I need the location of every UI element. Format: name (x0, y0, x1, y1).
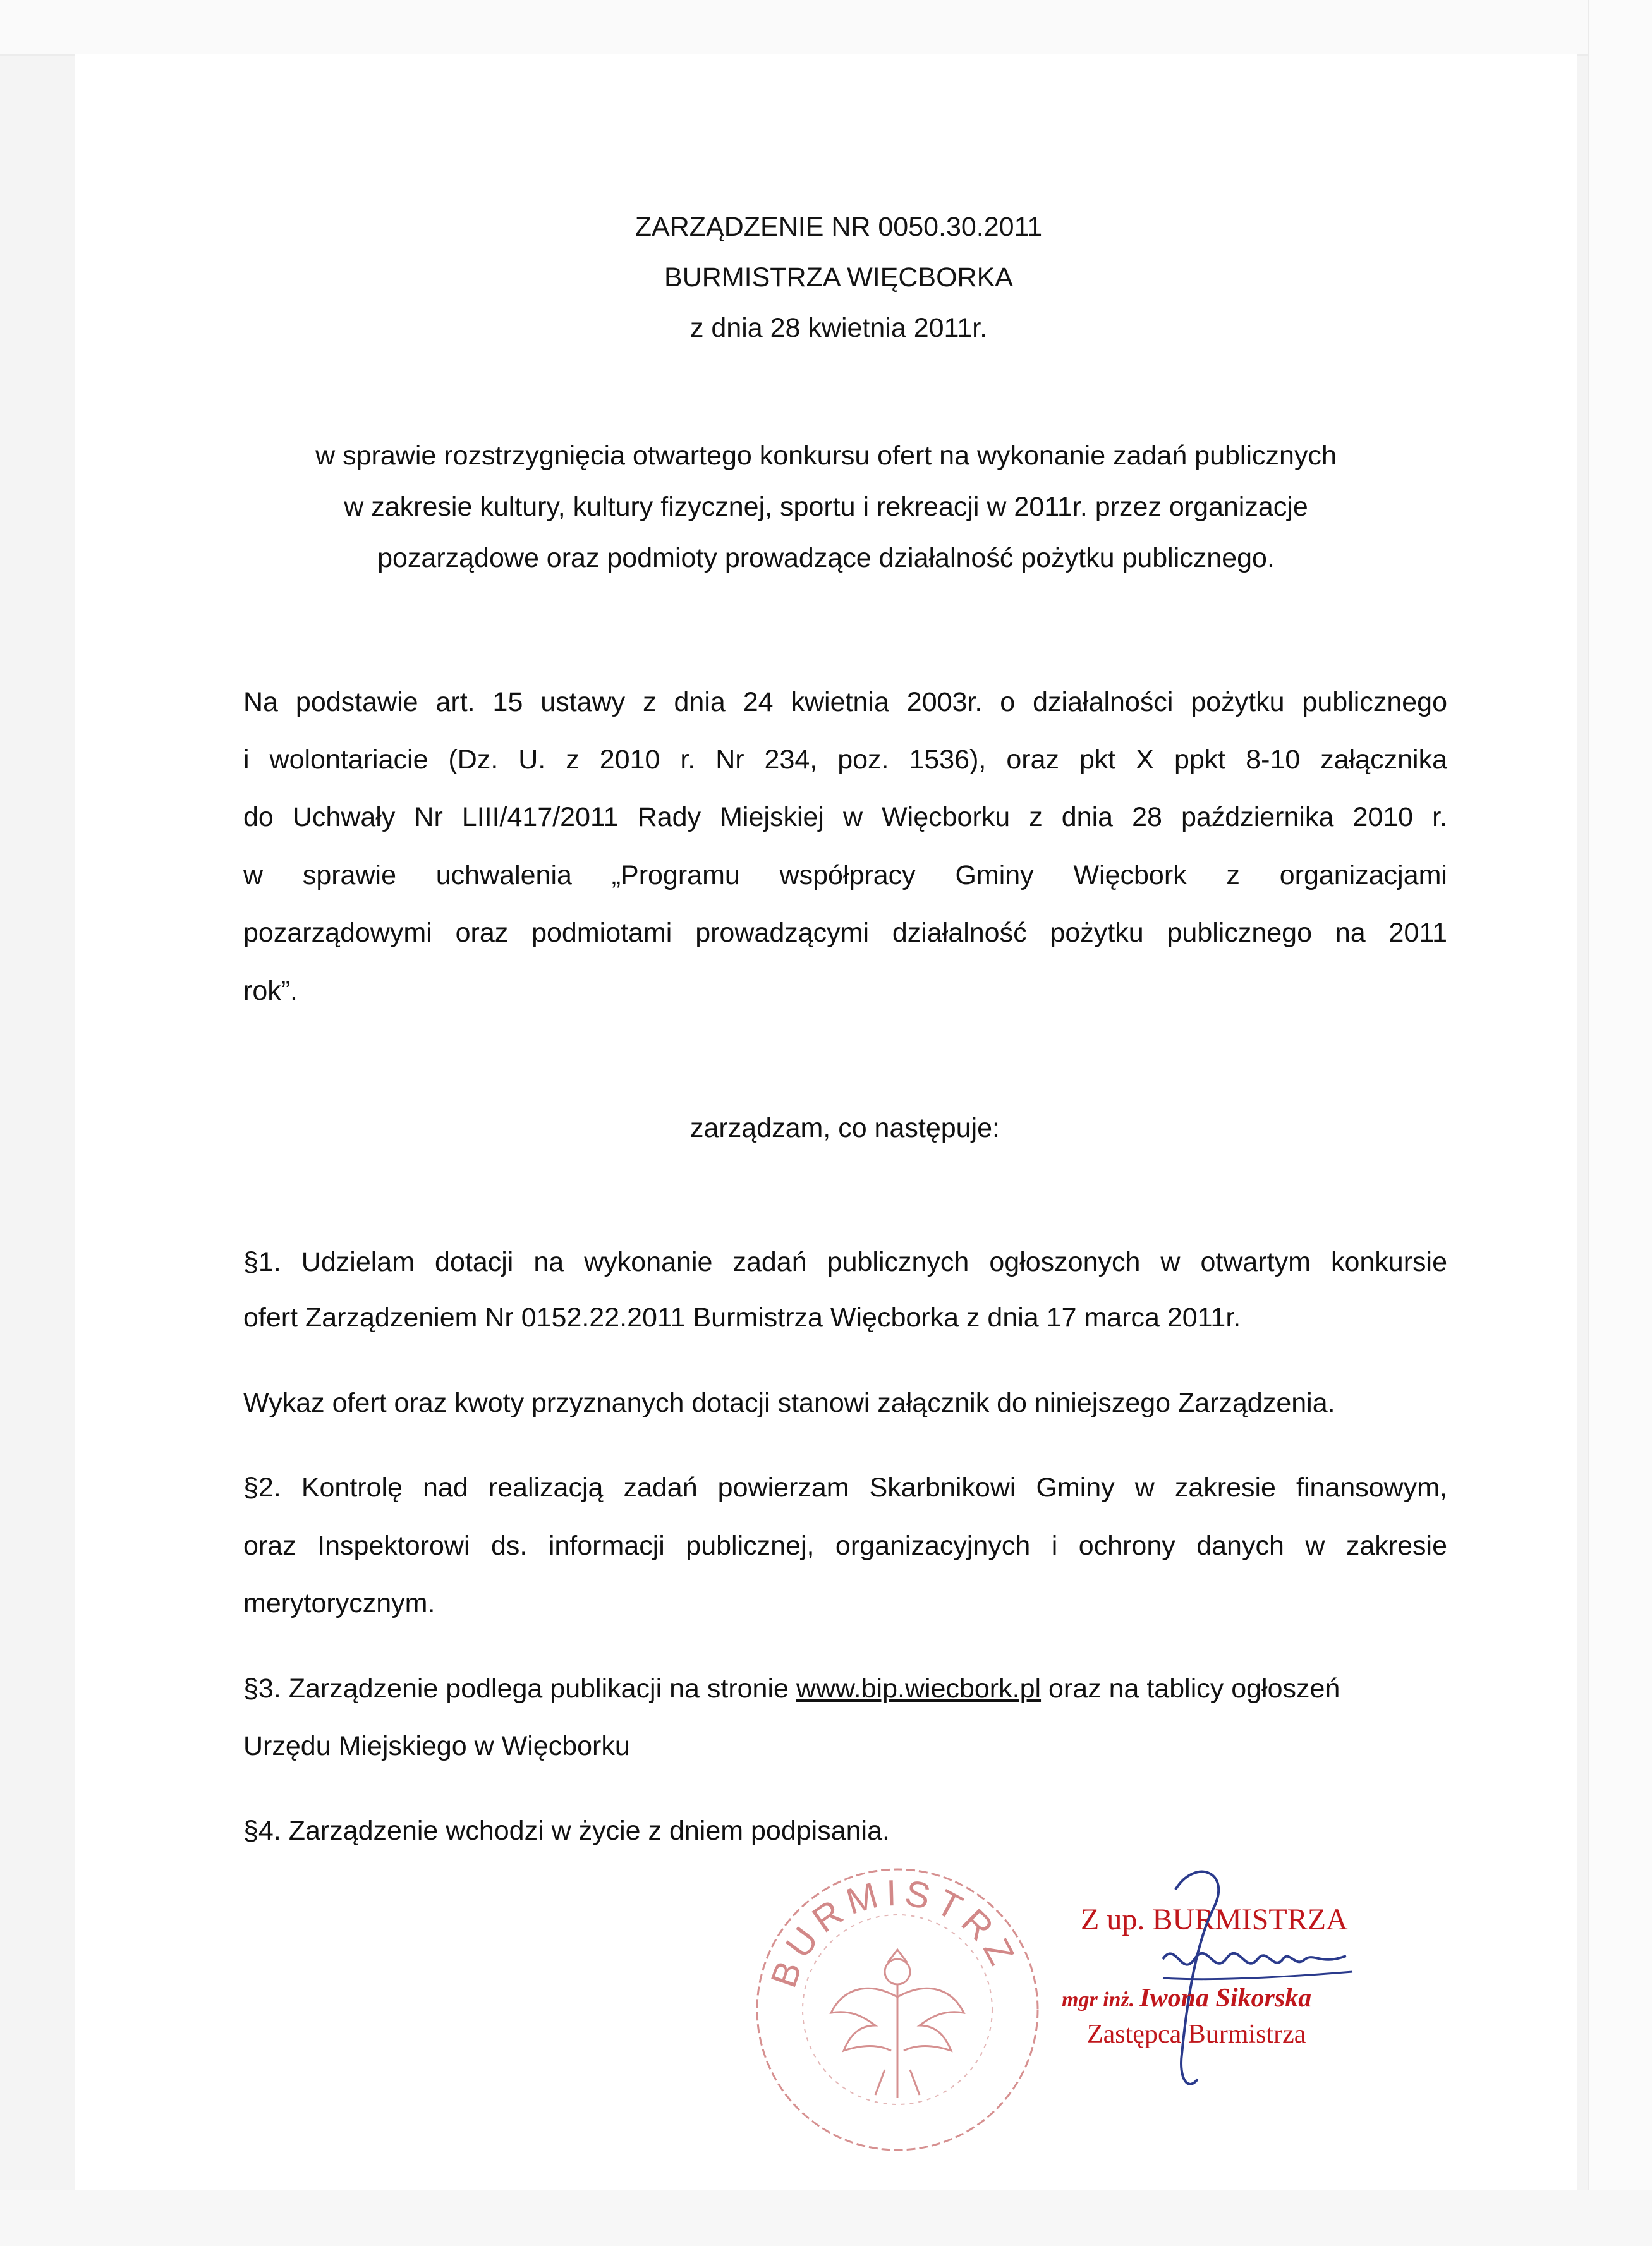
issuer: BURMISTRZA WIĘCBORKA (664, 262, 1013, 293)
signatory-name (1062, 1983, 1311, 2013)
section-3-line (243, 1673, 1447, 1704)
legal-basis-line: pozarządowymi oraz podmiotami prowadzącymi działalność pożytku publicznego na 2011 (243, 918, 1447, 948)
section-2-line: oraz Inspektorowi ds. informacji publicznej, organizacyjnych i ochrony danych w zakresie (243, 1531, 1447, 1561)
section-3-line: Urzędu Miejskiego w Więcborku (243, 1731, 630, 1761)
legal-basis-line: do Uchwały Nr LIII/417/2011 Rady Miejskiej w Więcborku z dnia 28 października 2010 r. (243, 802, 1447, 832)
section-1-line: ofert Zarządzeniem Nr 0152.22.2011 Burmistrza Więcborka z dnia 17 marca 2011r. (243, 1302, 1241, 1333)
document-date: z dnia 28 kwietnia 2011r. (689, 313, 988, 343)
legal-basis-line: rok”. (243, 976, 298, 1006)
section-3-text: §3. Zarządzenie podlega publikacji na stronie (243, 1673, 796, 1704)
stamp-text: BURMISTRZ (763, 1872, 1025, 1993)
signatory-role: Zastępca Burmistrza (1087, 2020, 1306, 2049)
section-3-text-end: oraz na tablicy ogłoszeń (1041, 1673, 1340, 1704)
legal-basis-line: w sprawie uchwalenia „Programu współpracy Gminy Więcbork z organizacjami (243, 860, 1447, 890)
document-title: ZARZĄDZENIE NR 0050.30.2011 (635, 212, 1043, 242)
section-4-line: §4. Zarządzenie wchodzi w życie z dniem podpisania. (243, 1816, 890, 1846)
signature-authorization: Z up. BURMISTRZA (1081, 1903, 1348, 1936)
section-2-line: §2. Kontrolę nad realizacją zadań powierzam Skarbnikowi Gminy w zakresie finansowym, (243, 1472, 1447, 1503)
section-1-note: Wykaz ofert oraz kwoty przyznanych dotacji stanowi załącznik do niniejszego Zarządzenia. (243, 1388, 1335, 1418)
bip-link[interactable]: www.bip.wiecbork.pl (796, 1673, 1042, 1704)
official-stamp (749, 1861, 1046, 2158)
signatory-title: mgr inż. (1062, 1988, 1135, 2012)
eagle-emblem-icon (831, 1950, 964, 2098)
signature-block (1062, 1902, 1403, 2111)
signatory-fullname: Iwona Sikorska (1139, 1984, 1312, 2013)
scan-top-margin (0, 0, 1652, 56)
subject-line: w sprawie rozstrzygnięcia otwartego konkursu ofert na wykonanie zadań publicznych (315, 440, 1337, 471)
scan-bottom-margin (0, 2190, 1652, 2246)
subject-line: pozarządowe oraz podmioty prowadzące działalność pożytku publicznego. (377, 543, 1275, 573)
subject-line: w zakresie kultury, kultury fizycznej, sportu i rekreacji w 2011r. przez organizacje (344, 492, 1308, 522)
resolve-statement: zarządzam, co następuje: (690, 1113, 1000, 1143)
section-2-line: merytorycznym. (243, 1588, 435, 1618)
section-1-line: §1. Udzielam dotacji na wykonanie zadań publicznych ogłoszonych w otwartym konkursie (243, 1247, 1447, 1277)
legal-basis-line: Na podstawie art. 15 ustawy z dnia 24 kwietnia 2003r. o działalności pożytku publicznego (243, 687, 1447, 717)
legal-basis-line: i wolontariacie (Dz. U. z 2010 r. Nr 234, poz. 1536), oraz pkt X ppkt 8-10 załącznika (243, 744, 1447, 775)
